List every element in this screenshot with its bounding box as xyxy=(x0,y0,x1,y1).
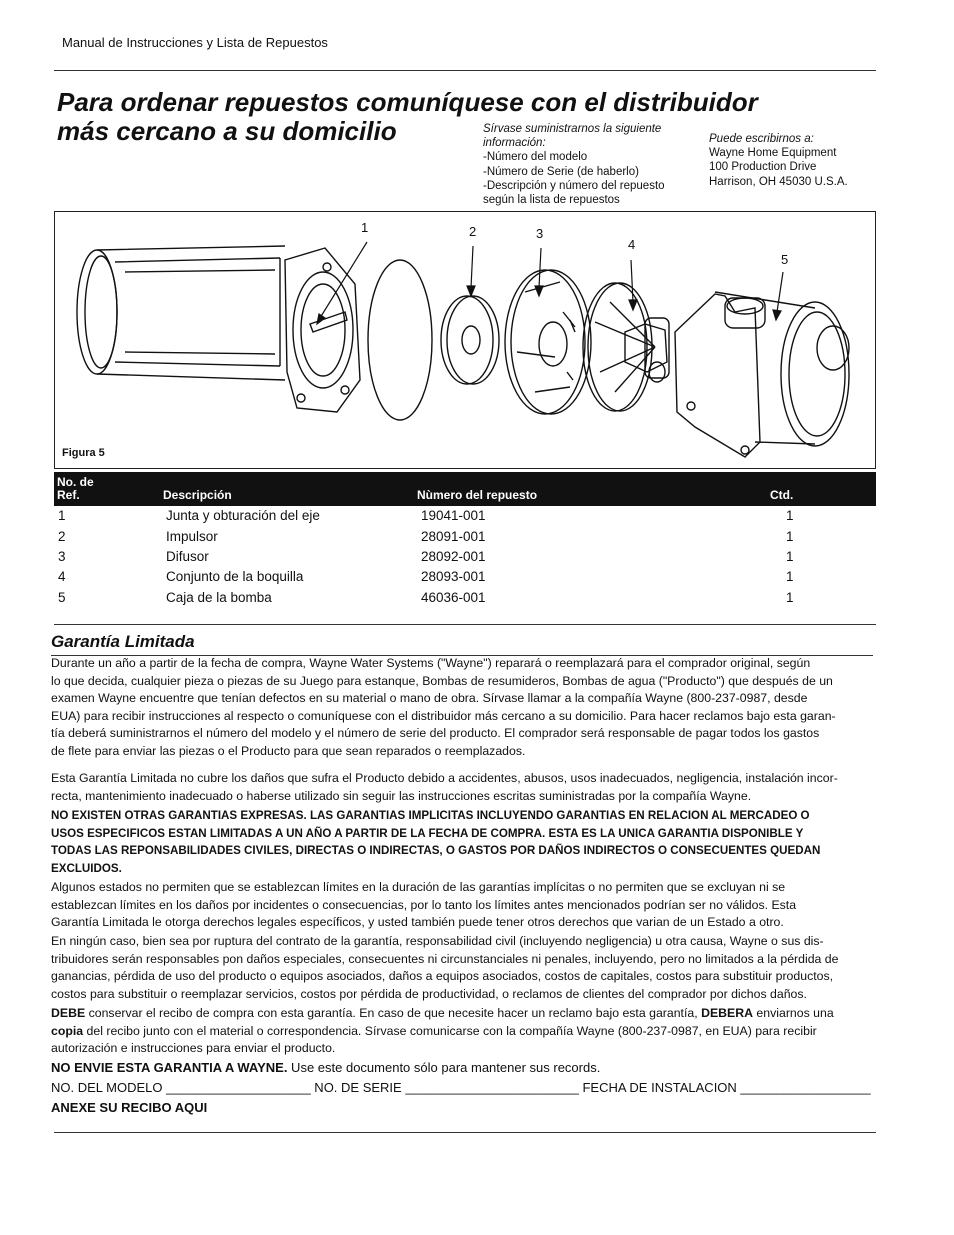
row-description: Junta y obturación del eje xyxy=(166,508,320,523)
motor-body xyxy=(77,246,285,380)
no-send-bold: NO ENVIE ESTA GARANTIA A WAYNE. xyxy=(51,1060,288,1075)
warranty-paragraph-6 xyxy=(51,1005,876,1058)
header-rule xyxy=(54,70,876,71)
table-bottom-rule xyxy=(54,624,876,625)
running-header: Manual de Instrucciones y Lista de Repuestos xyxy=(62,35,328,50)
table-row xyxy=(54,529,876,549)
text-line: NO EXISTEN OTRAS GARANTIAS EXPRESAS. LAS GARANTIAS IMPLICITAS INCLUYENDO GARANTIAS EN RELACION AL MERCADEO O xyxy=(51,809,810,822)
nozzle-assembly xyxy=(583,283,669,411)
callout-arrows xyxy=(317,242,783,324)
text-line: Garantía Limitada le otorga derechos legales específicos, y usted también puede tener otros derechos que varian de un Estado a otro. xyxy=(51,915,784,930)
gasket-ring xyxy=(368,260,432,420)
bold-copia: copia xyxy=(51,1023,84,1038)
header-ref-line1: No. de xyxy=(57,475,94,489)
text-line: Durante un año a partir de la fecha de compra, Wayne Water Systems ("Wayne") reparará o reemplazará para el comprador original, según xyxy=(51,656,811,670)
warranty-paragraph-2 xyxy=(51,770,876,805)
warranty-disclaimer xyxy=(51,807,876,877)
bottom-rule xyxy=(54,1132,876,1133)
impeller xyxy=(441,296,499,384)
text-line: de flete para enviar las piezas o el Producto para que sean reparados o reemplazados. xyxy=(51,743,526,758)
info-intro: Sírvase suministrarnos la siguiente xyxy=(483,123,662,135)
text-line: EUA) para recibir instrucciones al respecto o comuníquese con el distribuidor más cercano a su domicilio. Para hacer reclamos bajo esta garan- xyxy=(51,708,836,723)
text-line: Esta Garantía Limitada no cubre los daños que sufra el Producto debido a accidentes, abusos, usos inadecuados, negligencia, instalación incor- xyxy=(51,771,838,785)
row-description: Difusor xyxy=(166,549,209,564)
text-line: examen Wayne encuentre que tenían defectos en su material o mano de obra. Sírvase llamar a la compañía Wayne (800-237-0987, desde xyxy=(51,691,808,706)
address-company: Wayne Home Equipment xyxy=(709,147,837,160)
row-qty: 1 xyxy=(786,569,794,584)
row-qty: 1 xyxy=(786,529,794,544)
exploded-view-figure xyxy=(54,211,876,469)
page-title-line1: Para ordenar repuestos comuníquese con el distribuidor xyxy=(57,87,758,117)
text-run: del recibo junto con el material o correspondencia. Sírvase comunicarse con la compañía Wayne (800-237-0987, en EUA) para recibir xyxy=(83,1023,817,1038)
text-run: conservar el recibo de compra con esta garantía. En caso de que necesite hacer un reclamo bajo esta garantía, xyxy=(85,1006,702,1020)
text-line: En ningún caso, bien sea por ruptura del contrato de la garantía, responsabilidad civil (incluyendo negligencia) u otra causa, Wayne o sus dis- xyxy=(51,934,824,948)
record-form-line: NO. DEL MODELO ____________________ NO. DE SERIE ________________________ FECHA DE INSTALACION __________________ xyxy=(51,1080,871,1095)
row-ref: 1 xyxy=(58,508,66,523)
row-qty: 1 xyxy=(786,549,794,564)
callout-4: 4 xyxy=(628,237,636,252)
no-send-notice xyxy=(51,1060,600,1075)
text-line: establezcan límites en los daños por incidentes o consecuencias, por lo tanto los límites antes mencionados podrían ser no válidos. Esta xyxy=(51,897,797,912)
warranty-paragraph-5 xyxy=(51,933,876,1003)
text-line: tribuidores serán responsables pon daños especiales, consecuentes ni circunstanciales ni penales, incluyendo, pero no limitados a la pérdida de xyxy=(51,951,839,966)
text-line: ganancias, pérdida de uso del producto o equipos asociados, daños a equipos asociados, costos de capitales, costos para substituir productos, xyxy=(51,969,834,984)
page-title-line2: más cercano a su domicilio xyxy=(57,116,397,146)
text-line: tía deberá suministrarnos el número del modelo y el número de serie del producto. El comprador será responsable de pagar todos los gastos xyxy=(51,726,820,741)
row-qty: 1 xyxy=(786,590,794,605)
address-street: 100 Production Drive xyxy=(709,161,817,174)
mailing-address xyxy=(709,132,848,189)
row-description: Conjunto de la boquilla xyxy=(166,569,304,584)
table-row xyxy=(54,508,876,528)
row-part-number: 28091-001 xyxy=(421,529,486,544)
pump-housing xyxy=(675,292,849,457)
text-run: enviarnos una xyxy=(753,1006,834,1020)
text-line: autorización e instrucciones para enviar el producto. xyxy=(51,1041,336,1056)
parts-table-header xyxy=(54,472,876,506)
row-ref: 4 xyxy=(58,569,66,584)
info-item-list: según la lista de repuestos xyxy=(483,194,620,207)
text-line: TODAS LAS REPONSABILIDADES CIVILES, DIRECTAS O INDIRECTAS, O GASTOS POR DAÑOS INDIRECTOS O CONSECUENTES QUEDAN xyxy=(51,844,821,858)
callout-3: 3 xyxy=(536,226,544,241)
text-line: costos para substituir o reemplazar servicios, costos por pérdida de productividad, o reclamos de clientes del comprador por dichos daños. xyxy=(51,986,807,1001)
warranty-paragraph-4 xyxy=(51,879,876,932)
info-item-serial: -Número de Serie (de haberlo) xyxy=(483,165,639,178)
row-part-number: 28092-001 xyxy=(421,549,486,564)
figure-label: Figura 5 xyxy=(62,447,105,459)
attach-receipt-label: ANEXE SU RECIBO AQUI xyxy=(51,1100,208,1115)
callout-2: 2 xyxy=(469,224,477,239)
text-line: recta, mantenimiento inadecuado o haberse utilizado sin seguir las instrucciones escritas suministradas por la compañía Wayne. xyxy=(51,788,752,803)
text-line xyxy=(51,1023,876,1041)
text-line xyxy=(51,1005,876,1023)
row-part-number: 19041-001 xyxy=(421,508,486,523)
row-description: Impulsor xyxy=(166,529,218,544)
callout-5: 5 xyxy=(781,252,789,267)
header-qty: Ctd. xyxy=(770,488,794,502)
row-ref: 5 xyxy=(58,590,66,605)
pump-exploded-drawing xyxy=(55,212,875,468)
header-part-number: Nùmero del repuesto xyxy=(417,488,538,502)
info-intro-2: información: xyxy=(483,137,546,150)
row-description: Caja de la bomba xyxy=(166,590,272,605)
table-row xyxy=(54,569,876,589)
row-qty: 1 xyxy=(786,508,794,523)
diffuser xyxy=(505,270,591,414)
table-row xyxy=(54,590,876,610)
address-intro: Puede escribirnos a: xyxy=(709,133,814,145)
header-ref-line2: Ref. xyxy=(57,488,80,502)
text-line: EXCLUIDOS. xyxy=(51,861,122,875)
warranty-paragraph-1 xyxy=(51,655,876,761)
callout-1: 1 xyxy=(361,220,369,235)
info-item-model: -Número del modelo xyxy=(483,151,588,164)
row-ref: 2 xyxy=(58,529,66,544)
table-row xyxy=(54,549,876,569)
warranty-title: Garantía Limitada xyxy=(51,632,195,651)
text-line: USOS ESPECIFICOS ESTAN LIMITADAS A UN AÑO A PARTIR DE LA FECHA DE COMPRA. ESTA ES LA UNICA GARANTIA DISPONIBLE Y xyxy=(51,826,804,840)
info-request xyxy=(483,122,665,207)
bold-debera: DEBERA xyxy=(701,1006,753,1020)
bold-debe: DEBE xyxy=(51,1006,86,1020)
text-line: Algunos estados no permiten que se establezcan límites en la duración de las garantías implícitas o no permiten que se excluyan ni se xyxy=(51,880,786,894)
row-part-number: 46036-001 xyxy=(421,590,486,605)
no-send-text: Use este documento sólo para mantener sus records. xyxy=(287,1060,601,1075)
row-ref: 3 xyxy=(58,549,66,564)
row-part-number: 28093-001 xyxy=(421,569,486,584)
header-description: Descripción xyxy=(163,488,232,502)
address-city: Harrison, OH 45030 U.S.A. xyxy=(709,175,848,188)
text-line: lo que decida, cualquier pieza o piezas de su Juego para estanque, Bombas de resumideros, Bombas de agua ("Producto") que después de un xyxy=(51,673,833,688)
info-item-description: -Descripción y número del repuesto xyxy=(483,179,665,192)
